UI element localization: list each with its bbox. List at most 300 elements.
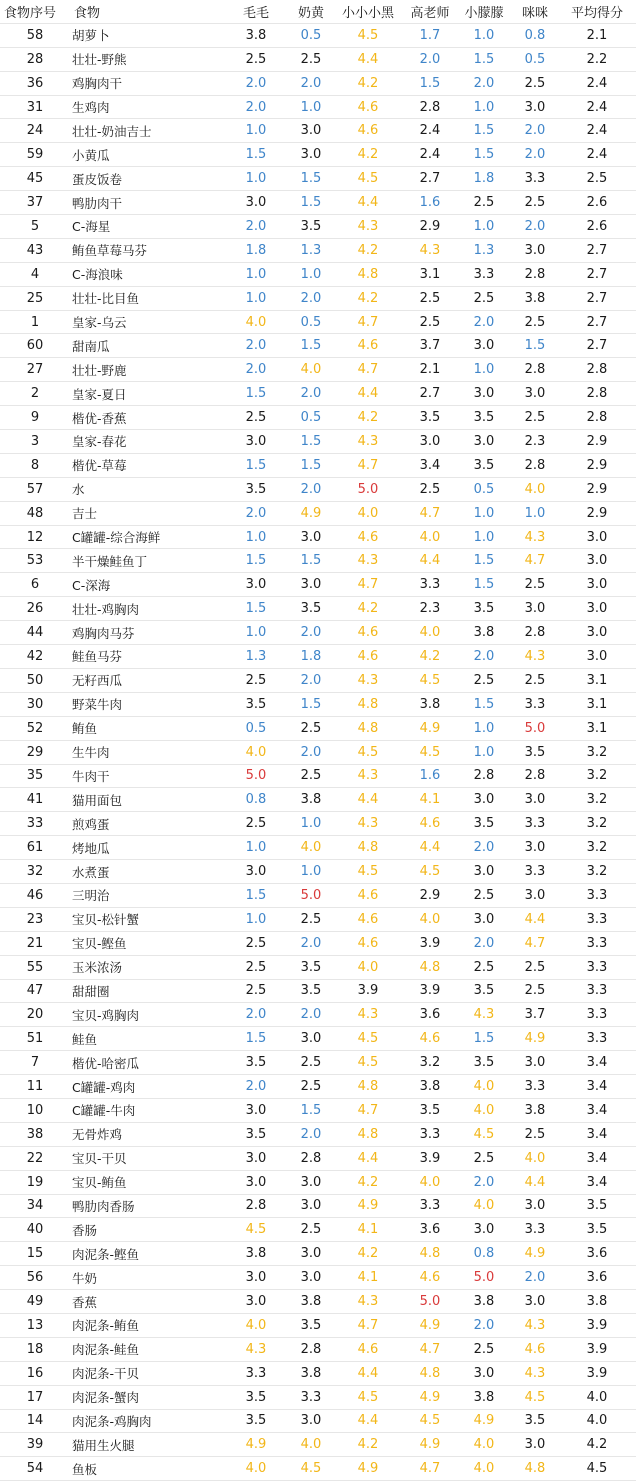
average-score-cell: 2.7 [558,286,636,310]
average-score-cell: 3.9 [558,1361,636,1385]
score-cell: 3.5 [290,979,332,1003]
food-id-cell: 27 [0,358,70,382]
food-name-cell: 生鸡肉 [70,95,222,119]
food-id-cell: 19 [0,1170,70,1194]
table-row [0,1218,636,1242]
score-cell: 4.4 [332,1409,404,1433]
average-score-cell: 3.0 [558,525,636,549]
table-row [0,645,636,669]
score-cell: 4.0 [456,1194,512,1218]
average-score-cell: 2.8 [558,358,636,382]
food-id-cell: 53 [0,549,70,573]
score-cell: 4.7 [332,1313,404,1337]
average-score-cell: 3.4 [558,1098,636,1122]
average-score-cell: 3.2 [558,764,636,788]
food-id-cell: 25 [0,286,70,310]
table-body [0,23,636,1480]
score-cell: 2.9 [404,215,456,239]
score-cell: 4.6 [404,1027,456,1051]
average-score-cell: 3.3 [558,907,636,931]
score-cell: 3.6 [404,1218,456,1242]
food-id-cell: 11 [0,1075,70,1099]
table-row [0,1361,636,1385]
score-cell: 1.7 [404,23,456,47]
score-cell: 4.5 [332,1027,404,1051]
score-cell: 4.3 [512,1361,558,1385]
score-cell: 4.2 [332,597,404,621]
header-food-name: 食物 [70,0,222,23]
score-cell: 2.5 [512,406,558,430]
average-score-cell: 2.7 [558,334,636,358]
table-row [0,1290,636,1314]
score-cell: 4.6 [404,812,456,836]
average-score-cell: 2.9 [558,477,636,501]
score-cell: 4.3 [332,812,404,836]
score-cell: 4.9 [512,1242,558,1266]
average-score-cell: 2.7 [558,262,636,286]
score-cell: 2.5 [456,1146,512,1170]
score-cell: 3.0 [512,1051,558,1075]
food-name-cell: 肉泥条-鲣鱼 [70,1242,222,1266]
score-cell: 4.5 [222,1218,290,1242]
score-cell: 3.0 [222,1266,290,1290]
score-cell: 2.0 [456,645,512,669]
score-cell: 4.7 [404,1337,456,1361]
score-cell: 4.8 [332,262,404,286]
food-name-cell: 宝贝-鲔鱼 [70,1170,222,1194]
score-cell: 2.5 [404,310,456,334]
score-cell: 3.5 [456,597,512,621]
food-name-cell: 鲔鱼 [70,716,222,740]
score-cell: 4.2 [332,1170,404,1194]
score-cell: 4.7 [512,549,558,573]
score-cell: 2.8 [512,262,558,286]
score-cell: 2.0 [512,1266,558,1290]
food-id-cell: 60 [0,334,70,358]
score-cell: 4.0 [222,1457,290,1481]
average-score-cell: 3.3 [558,1027,636,1051]
average-score-cell: 3.3 [558,1003,636,1027]
score-cell: 0.5 [290,310,332,334]
score-cell: 3.0 [290,525,332,549]
header-gaolaoshi: 高老师 [404,0,456,23]
score-cell: 4.9 [512,1027,558,1051]
food-id-cell: 55 [0,955,70,979]
score-cell: 3.8 [456,621,512,645]
score-cell: 3.0 [512,1194,558,1218]
food-name-cell: 楷优-草莓 [70,453,222,477]
average-score-cell: 2.8 [558,406,636,430]
score-cell: 1.0 [456,358,512,382]
table-row [0,167,636,191]
food-id-cell: 35 [0,764,70,788]
food-name-cell: 肉泥条-鲑鱼 [70,1337,222,1361]
score-cell: 2.0 [222,1075,290,1099]
average-score-cell: 3.2 [558,836,636,860]
score-cell: 3.0 [290,119,332,143]
food-name-cell: 宝贝-鲣鱼 [70,931,222,955]
food-id-cell: 17 [0,1385,70,1409]
score-cell: 3.5 [222,692,290,716]
score-cell: 2.0 [456,836,512,860]
score-cell: 4.4 [332,47,404,71]
score-cell: 4.0 [512,1146,558,1170]
score-cell: 3.5 [404,1098,456,1122]
food-name-cell: 壮壮-奶油吉士 [70,119,222,143]
score-cell: 3.5 [456,979,512,1003]
score-cell: 4.6 [332,334,404,358]
score-cell: 2.8 [512,358,558,382]
score-cell: 4.0 [290,1433,332,1457]
food-name-cell: 肉泥条-鸡胸肉 [70,1409,222,1433]
food-id-cell: 6 [0,573,70,597]
score-cell: 0.5 [512,47,558,71]
score-cell: 4.0 [222,740,290,764]
score-cell: 1.5 [456,692,512,716]
food-name-cell: 蛋皮饭卷 [70,167,222,191]
score-cell: 1.0 [222,262,290,286]
score-cell: 2.0 [456,1313,512,1337]
average-score-cell: 3.6 [558,1242,636,1266]
table-row [0,310,636,334]
score-cell: 4.6 [332,931,404,955]
score-cell: 1.5 [222,453,290,477]
score-cell: 1.8 [222,238,290,262]
score-cell: 2.5 [222,931,290,955]
food-name-cell: 鲔鱼草莓马芬 [70,238,222,262]
score-cell: 3.5 [290,955,332,979]
food-id-cell: 33 [0,812,70,836]
food-id-cell: 34 [0,1194,70,1218]
score-cell: 2.5 [512,573,558,597]
score-cell: 1.3 [222,645,290,669]
score-cell: 1.5 [222,1027,290,1051]
score-cell: 4.3 [332,1290,404,1314]
score-cell: 2.5 [290,1051,332,1075]
score-cell: 3.8 [456,1290,512,1314]
score-cell: 1.0 [290,812,332,836]
score-cell: 3.0 [290,1194,332,1218]
score-cell: 2.5 [290,716,332,740]
score-cell: 3.0 [512,95,558,119]
score-cell: 2.5 [456,1337,512,1361]
table-row [0,286,636,310]
score-cell: 3.5 [290,1313,332,1337]
table-row [0,668,636,692]
score-cell: 4.0 [404,621,456,645]
score-cell: 2.0 [512,143,558,167]
score-cell: 5.0 [512,716,558,740]
score-cell: 3.0 [404,430,456,454]
table-row [0,716,636,740]
food-name-cell: 鸡胸肉干 [70,71,222,95]
score-cell: 3.5 [222,1122,290,1146]
food-id-cell: 18 [0,1337,70,1361]
table-row [0,1075,636,1099]
food-id-cell: 40 [0,1218,70,1242]
table-row [0,788,636,812]
food-name-cell: 水煮蛋 [70,860,222,884]
score-cell: 3.0 [222,1170,290,1194]
score-cell: 2.8 [512,453,558,477]
average-score-cell: 4.0 [558,1409,636,1433]
table-row [0,740,636,764]
score-cell: 4.1 [332,1218,404,1242]
score-cell: 2.5 [290,1218,332,1242]
score-cell: 1.0 [456,215,512,239]
food-id-cell: 42 [0,645,70,669]
average-score-cell: 3.4 [558,1075,636,1099]
score-cell: 0.8 [456,1242,512,1266]
score-cell: 4.0 [404,907,456,931]
table-row [0,1146,636,1170]
score-cell: 3.3 [512,692,558,716]
score-cell: 2.5 [512,955,558,979]
table-row [0,477,636,501]
score-cell: 3.0 [512,836,558,860]
score-cell: 1.0 [222,286,290,310]
score-cell: 4.8 [404,1242,456,1266]
score-cell: 3.3 [512,1075,558,1099]
average-score-cell: 3.2 [558,740,636,764]
score-cell: 4.9 [222,1433,290,1457]
score-cell: 3.3 [512,860,558,884]
food-name-cell: 壮壮-鸡胸肉 [70,597,222,621]
food-name-cell: 皇家-乌云 [70,310,222,334]
average-score-cell: 4.5 [558,1457,636,1481]
score-cell: 4.6 [332,883,404,907]
score-cell: 4.9 [456,1409,512,1433]
score-cell: 2.0 [512,215,558,239]
food-id-cell: 22 [0,1146,70,1170]
header-naihuang: 奶黄 [290,0,332,23]
average-score-cell: 3.8 [558,1290,636,1314]
score-cell: 4.7 [332,358,404,382]
average-score-cell: 4.2 [558,1433,636,1457]
table-row [0,215,636,239]
score-cell: 4.7 [404,1457,456,1481]
table-row [0,812,636,836]
score-cell: 1.5 [290,549,332,573]
score-cell: 3.8 [290,1290,332,1314]
food-name-cell: 吉士 [70,501,222,525]
food-name-cell: 鸭肋肉干 [70,191,222,215]
score-cell: 2.5 [456,191,512,215]
score-cell: 3.5 [456,406,512,430]
score-cell: 2.0 [222,1003,290,1027]
food-name-cell: C-海星 [70,215,222,239]
score-cell: 4.5 [404,740,456,764]
score-cell: 0.5 [290,406,332,430]
score-cell: 4.2 [332,406,404,430]
score-cell: 1.0 [222,836,290,860]
score-cell: 4.4 [404,549,456,573]
score-cell: 2.0 [456,310,512,334]
average-score-cell: 2.9 [558,501,636,525]
header-xiaoxiaoxiaohei: 小小小黑 [332,0,404,23]
score-cell: 2.5 [222,979,290,1003]
score-cell: 4.4 [332,191,404,215]
table-row [0,71,636,95]
score-cell: 3.0 [290,1242,332,1266]
food-name-cell: 皇家-夏日 [70,382,222,406]
score-cell: 4.6 [332,1337,404,1361]
score-cell: 3.8 [222,1242,290,1266]
score-cell: 3.0 [290,1027,332,1051]
score-cell: 4.8 [332,836,404,860]
score-cell: 3.0 [512,883,558,907]
score-cell: 4.5 [456,1122,512,1146]
food-id-cell: 39 [0,1433,70,1457]
food-id-cell: 45 [0,167,70,191]
score-cell: 2.0 [290,931,332,955]
score-cell: 3.3 [290,1385,332,1409]
score-cell: 4.5 [404,668,456,692]
average-score-cell: 2.1 [558,23,636,47]
food-id-cell: 3 [0,430,70,454]
score-cell: 4.2 [332,286,404,310]
food-id-cell: 48 [0,501,70,525]
score-cell: 4.3 [222,1337,290,1361]
food-id-cell: 21 [0,931,70,955]
table-row [0,358,636,382]
table-row [0,1194,636,1218]
table-row [0,907,636,931]
average-score-cell: 2.7 [558,310,636,334]
score-cell: 4.3 [404,238,456,262]
score-cell: 1.5 [290,191,332,215]
score-cell: 3.3 [404,573,456,597]
table-row [0,1313,636,1337]
food-name-cell: 胡萝卜 [70,23,222,47]
food-name-cell: 楷优-哈密瓜 [70,1051,222,1075]
score-cell: 4.9 [404,716,456,740]
average-score-cell: 2.2 [558,47,636,71]
score-cell: 1.6 [404,764,456,788]
score-cell: 2.8 [456,764,512,788]
score-cell: 3.5 [290,597,332,621]
food-id-cell: 61 [0,836,70,860]
score-cell: 2.0 [222,95,290,119]
table-row [0,692,636,716]
table-row [0,1266,636,1290]
score-cell: 3.0 [512,597,558,621]
score-cell: 2.5 [222,668,290,692]
score-cell: 2.5 [512,71,558,95]
score-cell: 4.0 [332,501,404,525]
score-cell: 4.1 [332,1266,404,1290]
score-cell: 3.6 [404,1003,456,1027]
score-cell: 3.5 [512,740,558,764]
food-id-cell: 57 [0,477,70,501]
average-score-cell: 3.0 [558,573,636,597]
score-cell: 2.0 [222,358,290,382]
score-cell: 4.0 [456,1433,512,1457]
score-cell: 4.9 [290,501,332,525]
food-name-cell: 半干燥鲑鱼丁 [70,549,222,573]
score-cell: 1.5 [222,382,290,406]
score-cell: 2.5 [456,955,512,979]
average-score-cell: 2.9 [558,430,636,454]
score-cell: 3.0 [290,1266,332,1290]
score-cell: 4.2 [332,71,404,95]
food-name-cell: C罐罐-鸡肉 [70,1075,222,1099]
food-name-cell: 壮壮-野鹿 [70,358,222,382]
average-score-cell: 3.4 [558,1170,636,1194]
score-cell: 4.6 [404,1266,456,1290]
score-cell: 2.5 [404,286,456,310]
score-cell: 4.0 [456,1075,512,1099]
score-cell: 2.9 [404,883,456,907]
score-cell: 4.0 [222,310,290,334]
score-cell: 4.3 [332,549,404,573]
score-cell: 2.0 [222,71,290,95]
table-row [0,143,636,167]
score-cell: 4.0 [404,525,456,549]
table-row [0,883,636,907]
food-name-cell: 鱼板 [70,1457,222,1481]
score-cell: 2.4 [404,143,456,167]
score-cell: 1.0 [290,95,332,119]
table-row [0,1003,636,1027]
average-score-cell: 2.9 [558,453,636,477]
score-cell: 3.5 [290,215,332,239]
score-cell: 3.8 [512,1098,558,1122]
score-cell: 1.5 [222,143,290,167]
score-cell: 4.3 [332,668,404,692]
score-cell: 1.5 [456,119,512,143]
food-id-cell: 59 [0,143,70,167]
food-name-cell: 煎鸡蛋 [70,812,222,836]
average-score-cell: 3.9 [558,1337,636,1361]
food-id-cell: 12 [0,525,70,549]
food-id-cell: 28 [0,47,70,71]
score-cell: 1.0 [512,501,558,525]
score-cell: 0.5 [222,716,290,740]
food-id-cell: 44 [0,621,70,645]
average-score-cell: 2.4 [558,119,636,143]
food-id-cell: 41 [0,788,70,812]
score-cell: 3.0 [290,1170,332,1194]
food-name-cell: 肉泥条-鲔鱼 [70,1313,222,1337]
food-name-cell: 宝贝-干贝 [70,1146,222,1170]
score-cell: 4.3 [332,1003,404,1027]
score-cell: 4.0 [290,836,332,860]
food-name-cell: C罐罐-牛肉 [70,1098,222,1122]
average-score-cell: 3.1 [558,692,636,716]
table-row [0,836,636,860]
score-cell: 4.3 [332,430,404,454]
food-name-cell: 鲑鱼 [70,1027,222,1051]
score-cell: 3.0 [456,788,512,812]
average-score-cell: 3.4 [558,1051,636,1075]
food-name-cell: 鲑鱼马芬 [70,645,222,669]
score-cell: 4.0 [512,477,558,501]
score-cell: 3.5 [222,1385,290,1409]
header-maomao: 毛毛 [222,0,290,23]
score-cell: 2.8 [512,621,558,645]
average-score-cell: 3.3 [558,955,636,979]
score-cell: 4.0 [290,358,332,382]
score-cell: 3.5 [222,1051,290,1075]
score-cell: 1.5 [290,1098,332,1122]
score-cell: 3.8 [290,1361,332,1385]
table-row [0,1385,636,1409]
score-cell: 4.7 [332,1098,404,1122]
score-cell: 0.5 [456,477,512,501]
score-cell: 2.5 [456,883,512,907]
food-name-cell: 皇家-春花 [70,430,222,454]
